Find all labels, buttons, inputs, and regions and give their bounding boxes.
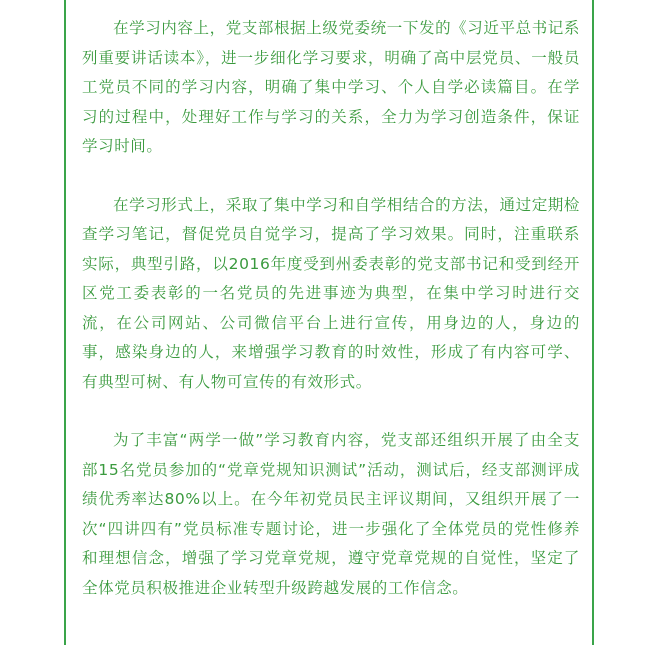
article-body [82, 14, 580, 603]
paragraph-study-format: 在学习形式上，采取了集中学习和自学相结合的方法，通过定期检查学习笔记，督促党员自觉学习，提高了学习效果。同时，注重联系实际，典型引路，以2016年度受到州委表彰的党支部书记和受到经开区党工委表彰的一名党员的先进事迹为典型，在集中学习时进行交流，在公司网站、公司微信平台上进行宣传，用身边的人，身边的事，感染身边的人，来增强学习教育的时效性，形成了有内容可学、有典型可树、有人物可宣传的有效形式。 [82, 195, 580, 391]
article-frame [64, 0, 594, 645]
paragraph-study-content: 在学习内容上，党支部根据上级党委统一下发的《习近平总书记系列重要讲话读本》，进一步细化学习要求，明确了高中层党员、一般员工党员不同的学习内容，明确了集中学习、个人自学必读篇目。在学习的过程中，处理好工作与学习的关系，全力为学习创造条件，保证学习时间。 [82, 19, 580, 155]
paragraph-activities: 为了丰富“两学一做”学习教育内容，党支部还组织开展了由全支部15名党员参加的“党章党规知识测试”活动，测试后，经支部测评成绩优秀率达80%以上。在今年初党员民主评议期间，又组织开展了一次“四讲四有”党员标准专题讨论，进一步强化了全体党员的党性修养和理想信念，增强了学习党章党规，遵守党章党规的自觉性，坚定了全体党员积极推进企业转型升级跨越发展的工作信念。 [82, 431, 580, 597]
